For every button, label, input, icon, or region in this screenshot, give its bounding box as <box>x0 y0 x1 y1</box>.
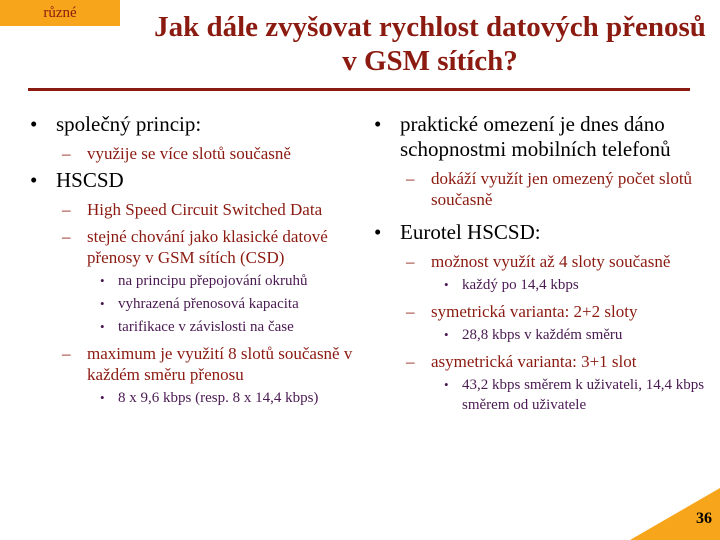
left-column <box>26 112 366 408</box>
title-divider <box>28 88 690 91</box>
sub-sub-bullet: • tarifikace v závislosti na čase <box>26 317 366 337</box>
slide-title: Jak dále zvyšovat rychlost datových přenosů v GSM sítích? <box>154 11 706 77</box>
sub-bullet: – symetrická varianta: 2+2 sloty <box>370 301 710 322</box>
sub-bullet: – maximum je využití 8 slotů současně v každém směru přenosu <box>26 343 366 385</box>
sub-sub-bullet: • vyhrazená přenosová kapacita <box>26 294 366 314</box>
sub-bullet: – možnost využít až 4 sloty současně <box>370 251 710 272</box>
bullet-shared-principle: • společný princip: <box>26 112 366 137</box>
sub-bullet: – asymetrická varianta: 3+1 slot <box>370 351 710 372</box>
sub-sub-bullet: • 28,8 kbps v každém směru <box>370 325 710 345</box>
sub-bullet: – využije se více slotů současně <box>26 143 366 164</box>
sub-bullet: – dokáží využít jen omezený počet slotů současně <box>370 168 710 210</box>
sub-bullet: – stejné chování jako klasické datové přenosy v GSM sítích (CSD) <box>26 226 366 268</box>
bullet-hscsd: • HSCSD <box>26 168 366 193</box>
bullet-practical-limit: • praktické omezení je dnes dáno schopnostmi mobilních telefonů <box>370 112 710 162</box>
sub-sub-bullet: • 43,2 kbps směrem k uživateli, 14,4 kbps směrem od uživatele <box>370 375 710 415</box>
bullet-eurotel-hscsd: • Eurotel HSCSD: <box>370 220 710 245</box>
sub-bullet: – High Speed Circuit Switched Data <box>26 199 366 220</box>
right-column <box>370 112 710 415</box>
page-number: 36 <box>696 510 712 527</box>
section-tag: různé <box>0 0 120 26</box>
sub-sub-bullet: • na principu přepojování okruhů <box>26 271 366 291</box>
sub-sub-bullet: • každý po 14,4 kbps <box>370 275 710 295</box>
sub-sub-bullet: • 8 x 9,6 kbps (resp. 8 x 14,4 kbps) <box>26 388 366 408</box>
